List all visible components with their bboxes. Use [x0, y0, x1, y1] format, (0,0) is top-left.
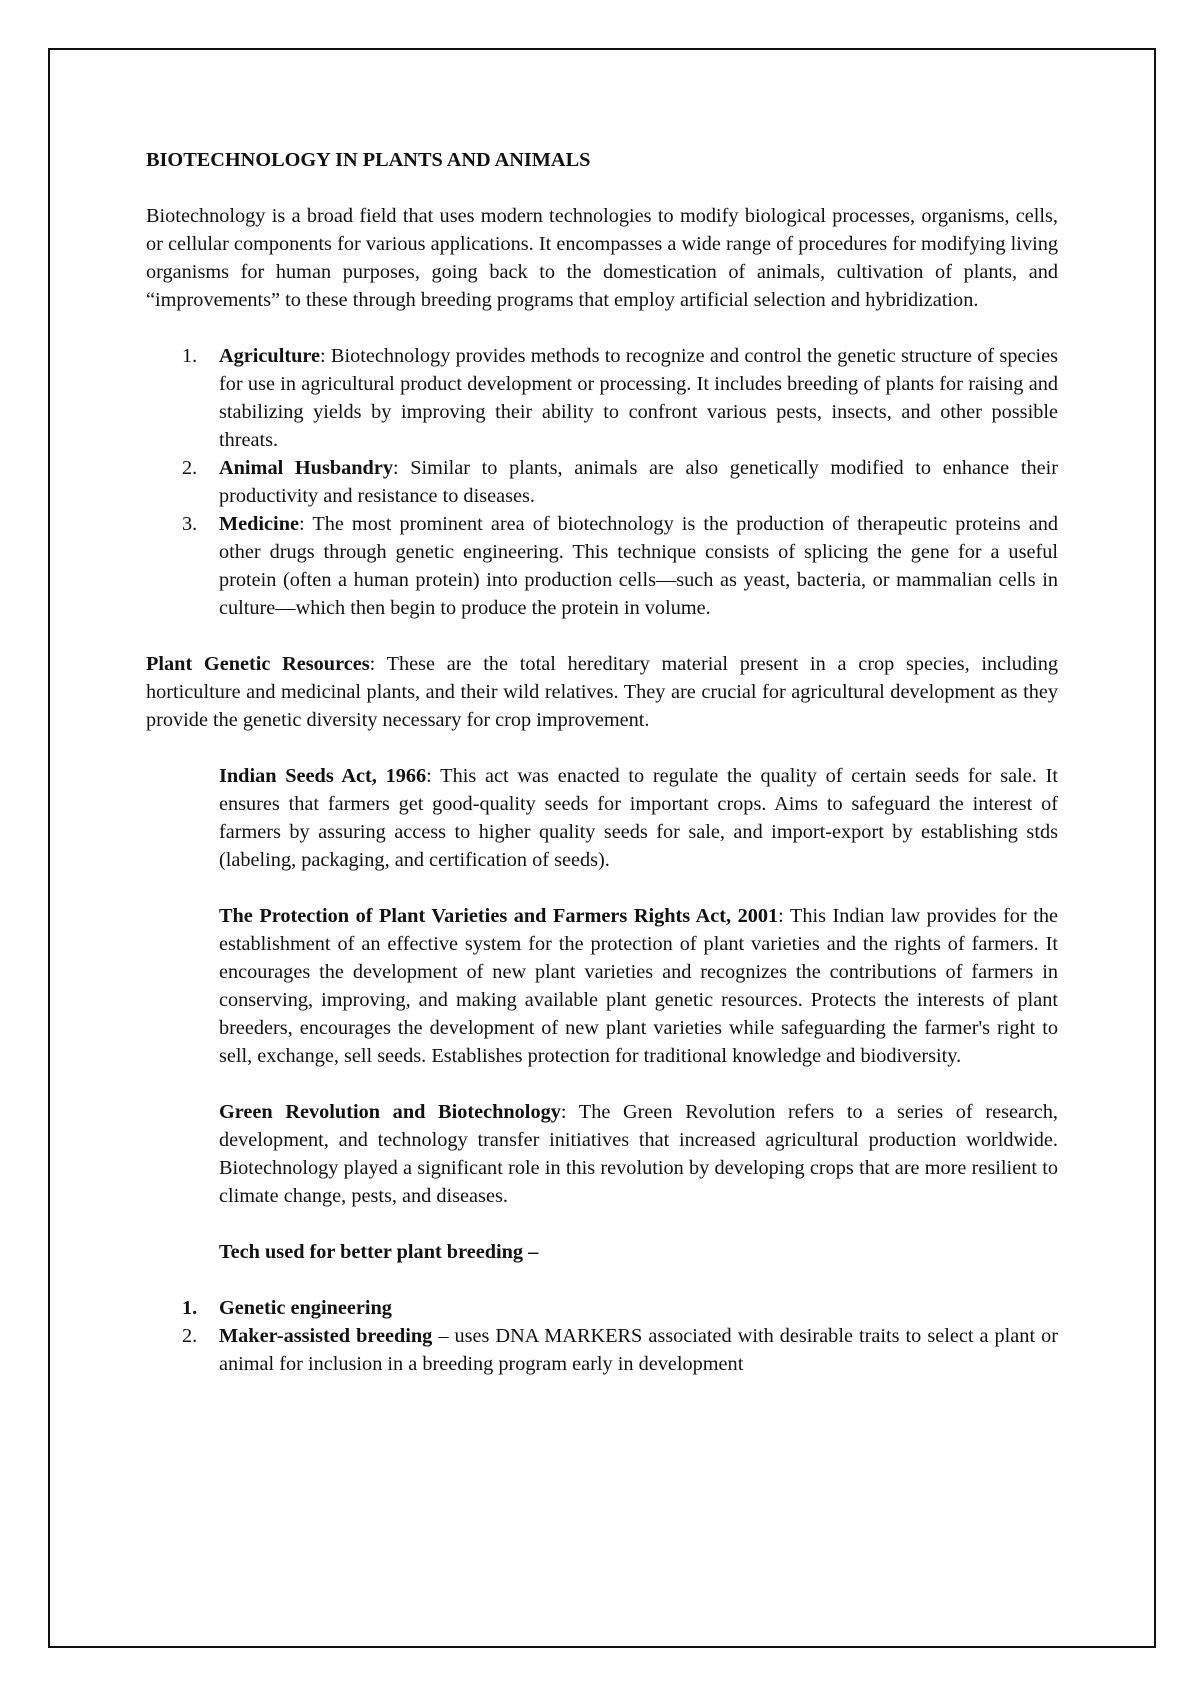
description-ppvfr-act: : This Indian law provides for the establishment of an effective system for the protection of plant varieties and the rights of farmers. It encourages the development of new plant varieties and recognizes the contributions of farmers in conserving, improving, and making available plant genetic resources. Protects the interests of plant breeders, encourages the development of new plant varieties while safeguarding the farmer's right to sell, exchange, sell seeds. Establishes protection for traditional knowledge and biodiversity. [219, 905, 1058, 1067]
document-title: BIOTECHNOLOGY IN PLANTS AND ANIMALS [146, 149, 591, 171]
document-body [146, 146, 1058, 1378]
term-green-revolution: Green Revolution and Biotechnology [219, 1101, 561, 1123]
term-genetic-engineering: Genetic engineering [219, 1297, 392, 1319]
description-plant-genetic-resources: : These are the total hereditary material present in a crop species, including horticulture and medicinal plants, and their wild relatives. They are crucial for agricultural development as they provide the genetic diversity necessary for crop improvement. [146, 653, 1059, 731]
list-number: 1. [182, 345, 198, 367]
applications-list [146, 342, 1058, 622]
techniques-list [146, 1294, 1058, 1378]
green-revolution-paragraph [219, 1098, 1058, 1210]
tech-heading: Tech used for better plant breeding – [219, 1241, 539, 1263]
seeds-act-paragraph [219, 762, 1058, 874]
term-animal-husbandry: Animal Husbandry [219, 457, 393, 479]
term-marker-assisted-breeding: Maker-assisted breeding [219, 1325, 433, 1347]
list-item-genetic-engineering [146, 1294, 1058, 1322]
ppvfr-act-paragraph [219, 902, 1058, 1070]
list-item-medicine [146, 510, 1058, 622]
description-green-revolution: : The Green Revolution refers to a series of research, development, and technology transfer initiatives that increased agricultural production worldwide. Biotechnology played a significant role in this revolution by developing crops that are more resilient to climate change, pests, and diseases. [219, 1101, 1058, 1207]
list-item-agriculture [146, 342, 1058, 454]
list-number: 2. [182, 1325, 198, 1347]
list-item-animal-husbandry [146, 454, 1058, 510]
list-number: 2. [182, 457, 198, 479]
term-plant-genetic-resources: Plant Genetic Resources [146, 653, 370, 675]
term-ppvfr-act: The Protection of Plant Varieties and Farmers Rights Act, 2001 [219, 905, 779, 927]
term-medicine: Medicine [219, 513, 299, 535]
list-number: 1. [182, 1297, 198, 1319]
list-item-marker-assisted-breeding [146, 1322, 1058, 1378]
list-number: 3. [182, 513, 198, 535]
description-animal-husbandry: : Similar to plants, animals are also genetically modified to enhance their productivity and resistance to diseases. [219, 457, 1058, 507]
plant-genetic-resources-paragraph [146, 650, 1058, 734]
description-seeds-act: : This act was enacted to regulate the quality of certain seeds for sale. It ensures that farmers get good-quality seeds for important crops. Aims to safeguard the interest of farmers by assuring access to higher quality seeds for sale, and import-export by establishing stds (labeling, packaging, and certification of seeds). [219, 765, 1059, 871]
description-agriculture: : Biotechnology provides methods to recognize and control the genetic structure of species for use in agricultural product development or processing. It includes breeding of plants for raising and stabilizing yields by improving their ability to confront various pests, insects, and other possible threats. [219, 345, 1058, 451]
description-medicine: : The most prominent area of biotechnology is the production of therapeutic proteins and other drugs through genetic engineering. This technique consists of splicing the gene for a useful protein (often a human protein) into production cells—such as yeast, bacteria, or mammalian cells in culture—which then begin to produce the protein in volume. [219, 513, 1058, 619]
description-marker-assisted-breeding: – uses DNA MARKERS associated with desirable traits to select a plant or animal for inclusion in a breeding program early in development [219, 1325, 1058, 1375]
intro-paragraph: Biotechnology is a broad field that uses modern technologies to modify biological processes, organisms, cells, or cellular components for various applications. It encompasses a wide range of procedures for modifying living organisms for human purposes, going back to the domestication of animals, cultivation of plants, and “improvements” to these through breeding programs that employ artificial selection and hybridization. [146, 205, 1058, 311]
term-seeds-act: Indian Seeds Act, 1966 [219, 765, 427, 787]
term-agriculture: Agriculture [219, 345, 321, 367]
